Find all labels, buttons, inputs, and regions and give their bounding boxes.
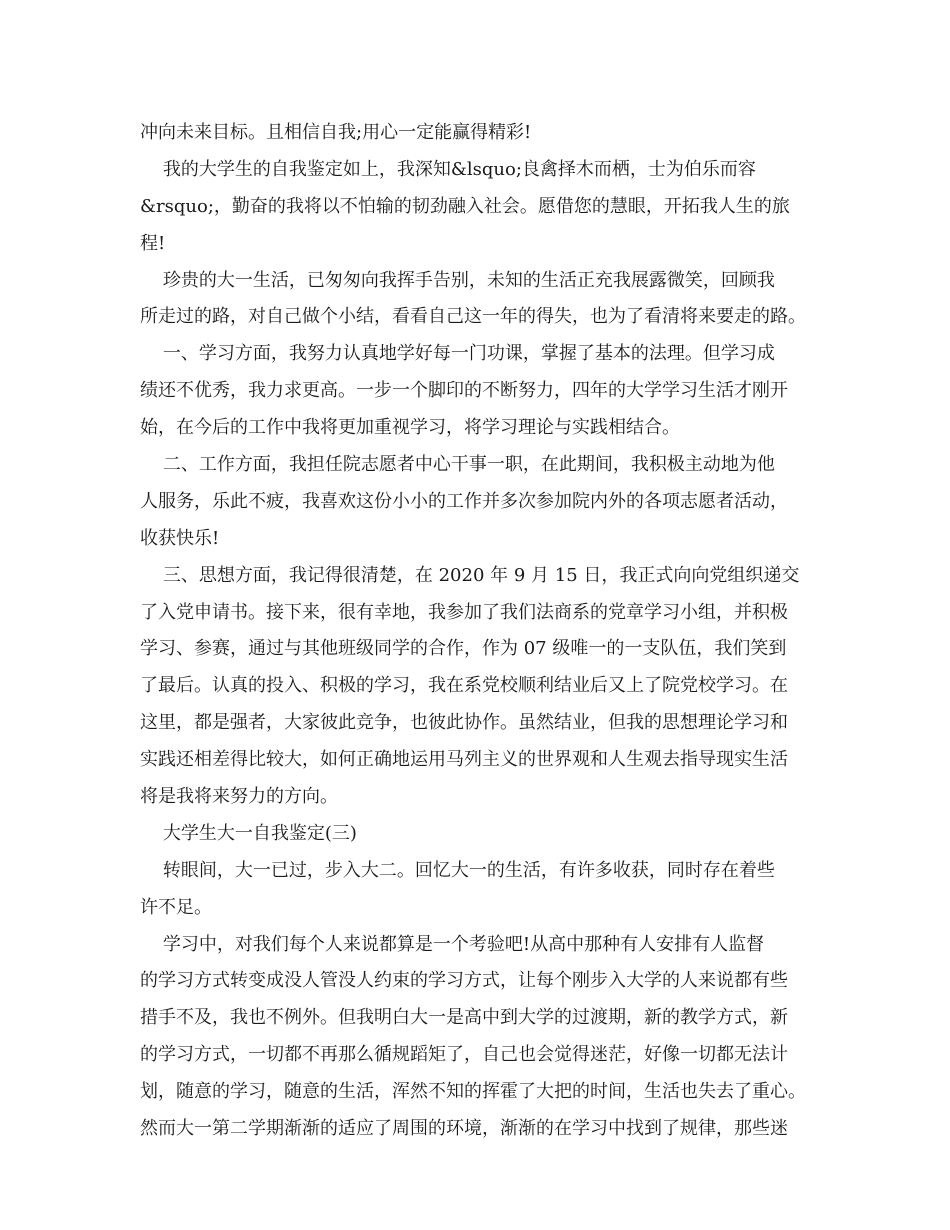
text-line: 学习、参赛，通过与其他班级同学的合作，作为 07 级唯一的一支队伍，我们笑到 — [140, 638, 787, 660]
text-line: 珍贵的大一生活，已匆匆向我挥手告别，未知的生活正充我展露微笑，回顾我 — [140, 269, 775, 291]
text-line: 收获快乐! — [140, 527, 220, 549]
text-line: 将是我将来努力的方向。 — [140, 786, 338, 808]
section-heading: 大学生大一自我鉴定(三) — [140, 822, 357, 844]
text-line: 我的大学生的自我鉴定如上，我深知&lsquo;良禽择木而栖，士为伯乐而容 — [140, 158, 756, 180]
text-line: 的学习方式，一切都不再那么循规蹈矩了，自己也会觉得迷茫，好像一切都无法计 — [140, 1044, 788, 1066]
text-line: 了入党申请书。接下来，很有幸地，我参加了我们法商系的党章学习小组，并积极 — [140, 601, 788, 623]
text-line: 三、思想方面，我记得很清楚，在 2020 年 9 月 15 日，我正式向向党组织递交 — [140, 564, 800, 586]
text-line: 了最后。认真的投入、积极的学习，我在系党校顺利结业后又上了院党校学习。在 — [140, 675, 788, 697]
text-line: 许不足。 — [140, 896, 212, 918]
text-line: 这里，都是强者，大家彼此竞争，也彼此协作。虽然结业，但我的思想理论学习和 — [140, 712, 788, 734]
text-line: 措手不及，我也不例外。但我明白大一是高中到大学的过渡期，新的教学方式，新 — [140, 1007, 788, 1029]
text-line: 程! — [140, 232, 166, 254]
text-line: 冲向未来目标。且相信自我;用心一定能赢得精彩! — [140, 122, 532, 143]
document-body — [140, 115, 820, 1148]
text-line: 学习中，对我们每个人来说都算是一个考验吧!从高中那种有人安排有人监督 — [140, 933, 765, 955]
text-line: 的学习方式转变成没人管没人约束的学习方式，让每个刚步入大学的人来说都有些 — [140, 970, 788, 992]
text-line: 转眼间，大一已过，步入大二。回忆大一的生活，有许多收获，同时存在着些 — [140, 859, 775, 881]
text-line: 实践还相差得比较大，如何正确地运用马列主义的世界观和人生观去指导现实生活 — [140, 749, 788, 771]
text-line: 划，随意的学习，随意的生活，浑然不知的挥霍了大把的时间，生活也失去了重心。 — [140, 1081, 806, 1103]
text-line: 绩还不优秀，我力求更高。一步一个脚印的不断努力，四年的大学学习生活才刚开 — [140, 380, 788, 402]
text-line: 所走过的路，对自己做个小结，看看自己这一年的得失，也为了看清将来要走的路。 — [140, 306, 806, 328]
text-line: 人服务，乐此不疲，我喜欢这份小小的工作并多次参加院内外的各项志愿者活动， — [140, 490, 788, 512]
text-line: 一、学习方面，我努力认真地学好每一门功课，掌握了基本的法理。但学习成 — [140, 343, 775, 365]
text-line: 然而大一第二学期渐渐的适应了周围的环境，渐渐的在学习中找到了规律，那些迷 — [140, 1118, 788, 1140]
text-line: 始，在今后的工作中我将更加重视学习，将学习理论与实践相结合。 — [140, 417, 680, 439]
text-line: &rsquo;，勤奋的我将以不怕输的韧劲融入社会。愿借您的慧眼，开拓我人生的旅 — [140, 195, 790, 217]
text-line: 二、工作方面，我担任院志愿者中心干事一职，在此期间，我积极主动地为他 — [140, 454, 775, 476]
